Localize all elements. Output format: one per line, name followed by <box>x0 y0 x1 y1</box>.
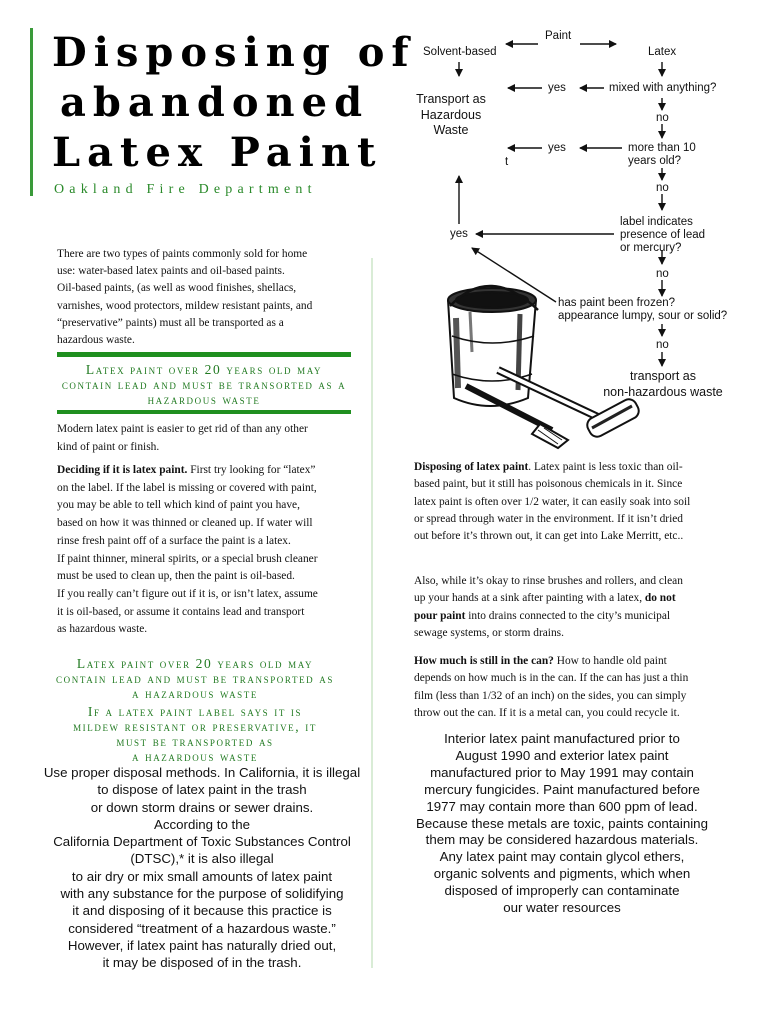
mildew-warning-callout <box>50 704 340 764</box>
flow-text: non-hazardous waste <box>603 385 723 399</box>
modern-line: Modern latex paint is easier to get rid of than any other <box>57 423 308 435</box>
deciding-line: it is oil-based, or assume it contains lead and transport <box>57 605 305 618</box>
flow-yes-mixed: yes <box>548 82 566 94</box>
flow-text: Hazardous <box>420 107 482 122</box>
flow-text: appearance lumpy, sour or solid? <box>558 310 728 322</box>
intro-line: There are two types of paints commonly sold for home <box>57 248 308 260</box>
deciding-line: must be used to clean up, then the paint is oil-based. <box>57 570 295 583</box>
flow-node-transport-hazardous <box>410 92 492 139</box>
disposal-paragraph <box>42 764 362 972</box>
flow-text: more than 10 <box>628 142 696 154</box>
flow-stray-text: t <box>505 156 509 168</box>
callout-line: Latex paint over 20 years old may <box>76 656 314 671</box>
flow-no: no <box>656 112 669 124</box>
disposal-line: to air dry or mix small amounts of latex paint <box>71 868 333 884</box>
callout-line: contain lead and must be transorted as a <box>61 377 347 392</box>
flow-text: years old? <box>628 155 682 167</box>
callout-line: contain lead and must be transported as <box>56 671 334 686</box>
disposal-line: However, if latex paint has naturally dried out, <box>67 937 337 953</box>
paragraph-line: film (less than 1/32 of an inch) on the sides, you can simply <box>414 689 687 702</box>
disposal-line: considered “treatment of a hazardous waste.” <box>68 920 336 936</box>
title-line-3: Latex Paint <box>52 129 383 176</box>
callout-line: hazardous waste <box>147 392 261 407</box>
disposing-latex-heading: Disposing of latex paint <box>414 461 529 473</box>
flow-no: no <box>656 268 669 280</box>
paragraph-line: mercury fungicides. Paint manufactured before <box>424 781 700 797</box>
callout-line: If a latex paint label says it is <box>87 704 303 719</box>
deciding-line: on the label. If the label is missing or covered with paint, <box>57 481 317 494</box>
callout-line: mildew resistant or preservative, it <box>73 719 317 734</box>
paragraph-line: them may be considered hazardous materials. <box>425 832 699 848</box>
deciding-line: First try looking for “latex” <box>187 464 316 476</box>
callout-line: a hazardous waste <box>132 686 258 701</box>
paragraph-line: up your hands at a sink after painting with a latex, <box>414 592 645 605</box>
paragraph-line: Also, while it’s okay to rinse brushes and rollers, and clean <box>414 575 683 587</box>
deciding-line: based on how it was thinned or cleaned up. If water will <box>57 517 313 530</box>
paragraph-line: into drains connected to the city’s municipal <box>465 609 671 622</box>
paragraph-line: 1977 may contain more than 600 ppm of lead. <box>426 798 698 814</box>
paragraph-line: disposed of improperly can contaminate <box>444 883 680 899</box>
paragraph-line: August 1990 and exterior latex paint <box>455 747 669 763</box>
paragraph-line: based paint, but it still has poisonous chemicals in it. Since <box>414 478 683 491</box>
deciding-line: If you really can’t figure out if it is, or isn’t latex, assume <box>57 587 318 600</box>
paragraph-line: organic solvents and pigments, which when <box>433 866 691 882</box>
flow-yes-old: yes <box>548 142 566 154</box>
paragraph-line: Because these metals are toxic, paints containing <box>416 815 708 831</box>
flow-question-old <box>628 142 696 168</box>
paragraph-line: Any latex paint may contain glycol ethers, <box>439 849 685 865</box>
paragraph-line: How to handle old paint <box>553 655 667 667</box>
disposal-line: with any substance for the purpose of solidifying <box>60 886 344 902</box>
title-line-1: Disposing of <box>52 29 416 76</box>
paragraph-line: manufactured prior to May 1991 may contain <box>430 764 694 780</box>
intro-line: hazardous waste. <box>57 334 135 347</box>
flow-text: has paint been frozen? <box>558 297 676 309</box>
deciding-line: If paint thinner, mineral spirits, or a special brush cleaner <box>57 552 318 565</box>
subtitle: Oakland Fire Department <box>54 182 317 197</box>
flow-text: transport as <box>629 369 696 383</box>
how-much-paragraph <box>414 653 714 722</box>
how-much-heading: How much is still in the can? <box>414 655 554 667</box>
disposal-line: California Department of Toxic Substances Control <box>53 834 351 850</box>
mercury-lead-paragraph <box>402 731 722 917</box>
intro-line: “preservative” paints) must all be transported as a <box>57 316 284 329</box>
callout-line: must be transported as <box>116 734 274 749</box>
flow-question-label <box>620 216 705 255</box>
paragraph-line: latex paint is often over 1/2 water, it can easily soak into soil <box>414 495 691 508</box>
pour-paint-emphasis: pour paint <box>414 609 466 622</box>
disposing-latex-paragraph <box>414 459 714 545</box>
flow-text: or mercury? <box>620 242 682 254</box>
flow-node-paint: Paint <box>545 30 572 42</box>
intro-line: use: water-based latex paints and oil-based paints. <box>57 265 285 278</box>
title-line-2: abandoned <box>60 79 370 126</box>
disposal-line: it may be disposed of in the trash. <box>102 955 302 971</box>
flow-text: Transport as <box>416 92 486 106</box>
flow-no: no <box>656 182 669 194</box>
flow-no: no <box>656 339 669 351</box>
modern-line: kind of paint or finish. <box>57 441 160 453</box>
deciding-line: rinse fresh paint off of a surface the paint is a latex. <box>57 534 291 547</box>
disposal-line: it and disposing of it because this practice is <box>72 903 332 919</box>
lead-warning-callout-2 <box>50 656 340 701</box>
flow-text: label indicates <box>620 216 693 228</box>
rinse-paragraph <box>414 573 714 642</box>
paragraph-line: or spread through water in the environment. If it isn’t dried <box>414 512 683 525</box>
disposal-line: Use proper disposal methods. In California, it is illegal <box>43 765 361 780</box>
flow-question-mixed: mixed with anything? <box>609 82 717 94</box>
paragraph-line: . Latex paint is less toxic than oil- <box>528 461 683 473</box>
intro-line: Oil-based paints, (as well as wood finishes, shellacs, <box>57 282 297 295</box>
deciding-line: as hazardous waste. <box>57 623 148 636</box>
flow-text: presence of lead <box>620 229 706 241</box>
paragraph-line: throw out the can. If it is a metal can, you could recycle it. <box>414 706 680 719</box>
intro-line: varnishes, wood protectors, mildew resistant paints, and <box>57 299 313 312</box>
disposal-line: (DTSC),* it is also illegal <box>130 851 274 867</box>
disposal-line: or down storm drains or sewer drains. <box>90 799 314 815</box>
paragraph-line: Interior latex paint manufactured prior to <box>444 731 680 746</box>
callout-line: a hazardous waste <box>132 749 258 764</box>
paragraph-line: our water resources <box>503 900 621 916</box>
disposal-line: According to the <box>153 816 251 832</box>
deciding-paragraph <box>57 462 362 639</box>
deciding-line: you may be able to tell which kind of paint you have, <box>57 499 300 512</box>
flow-node-latex: Latex <box>648 46 677 58</box>
paragraph-line: sewage systems, or storm drains. <box>414 626 564 639</box>
paragraph-line: depends on how much is in the can. If the can has just a thin <box>414 672 689 685</box>
paint-can-illustration <box>380 278 650 454</box>
flow-text: Waste <box>433 123 469 137</box>
paragraph-line: out before it’s thrown out, it can get into Lake Merritt, etc.. <box>414 530 684 543</box>
disposal-line: to dispose of latex paint in the trash <box>97 782 307 798</box>
do-not-emphasis: do not <box>644 592 676 605</box>
deciding-heading: Deciding if it is latex paint. <box>57 464 188 476</box>
callout-line: Latex paint over 20 years old may <box>85 362 323 377</box>
flow-node-solvent: Solvent-based <box>423 46 497 58</box>
flow-yes-label: yes <box>450 228 468 240</box>
